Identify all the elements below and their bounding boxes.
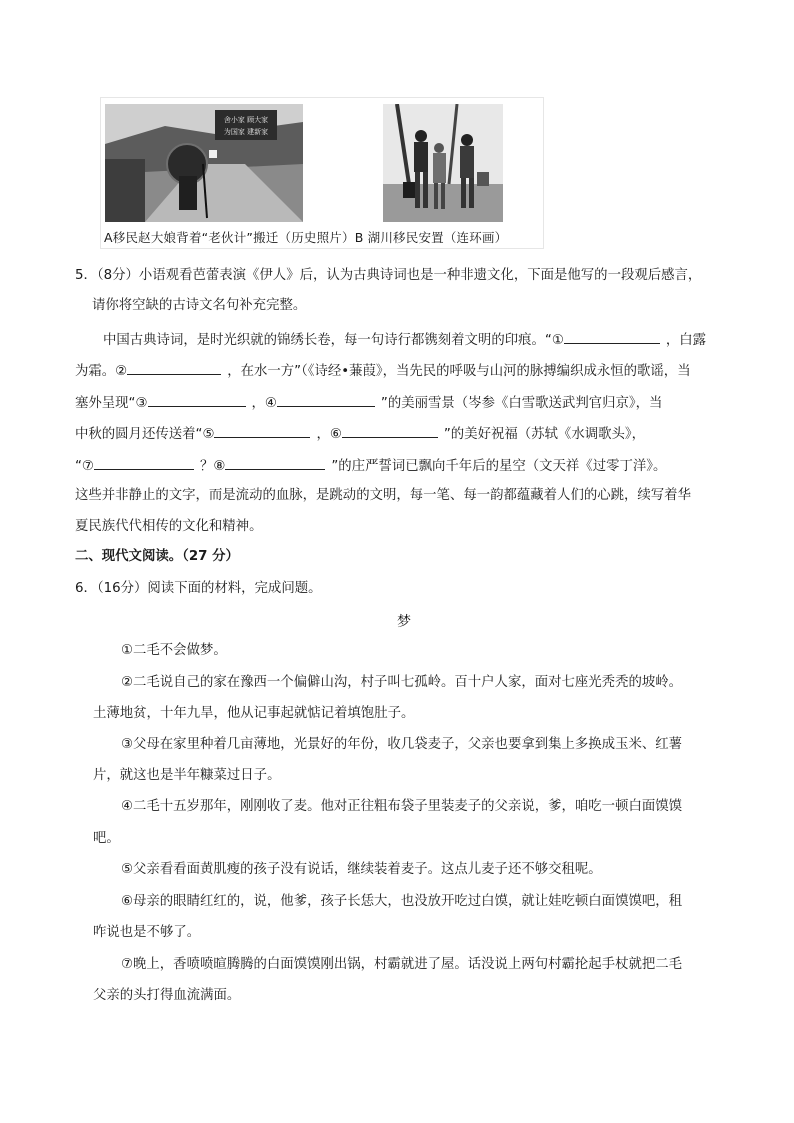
blank-6[interactable] bbox=[342, 423, 438, 438]
blank-4[interactable] bbox=[277, 392, 375, 407]
story-paragraph: ⑤父亲看看面黄肌瘦的孩子没有说话，继续装着麦子。这点儿麦子还不够交租呢。 bbox=[121, 862, 602, 877]
q5-text: ”的庄严誓词已飘向千年后的星空（文天祥《过零丁洋》。 bbox=[331, 459, 667, 474]
story-paragraph: ⑦晚上，香喷喷暄腾腾的白面馍馍刚出锅，村霸就进了屋。话没说上两句村霸抡起手杖就把二毛 bbox=[121, 957, 683, 972]
q5-stem-line2: 请你将空缺的古诗文名句补充完整。 bbox=[92, 298, 307, 313]
story-paragraph: 咋说也是不够了。 bbox=[93, 925, 201, 940]
q5-passage-line2 bbox=[75, 360, 691, 382]
q5-text: 中国古典诗词，是时光织就的锦绣长卷，每一句诗行都镌刻着文明的印痕。“① bbox=[103, 333, 564, 348]
q5-passage-line4 bbox=[75, 423, 645, 445]
q5-passage-line7: 夏民族代代相传的文化和精神。 bbox=[75, 519, 263, 534]
story-paragraph: ④二毛十五岁那年，刚刚收了麦。他对正往粗布袋子里装麦子的父亲说，爹，咱吃一顿白面馍馍 bbox=[121, 799, 683, 814]
q5-text: “⑦ bbox=[75, 459, 94, 474]
q5-text: ，⑥ bbox=[316, 427, 342, 442]
photo-b-resettlement bbox=[383, 104, 503, 222]
blank-5[interactable] bbox=[214, 423, 310, 438]
photo-a-historical bbox=[105, 104, 303, 222]
story-paragraph: 吧。 bbox=[93, 831, 120, 846]
q5-text: 塞外呈现“③ bbox=[75, 396, 148, 411]
blank-1[interactable] bbox=[564, 329, 660, 344]
q5-text: ？⑧ bbox=[199, 459, 226, 474]
q5-passage-line1 bbox=[103, 329, 706, 351]
story-paragraph: ②二毛说自己的家在豫西一个偏僻山沟，村子叫七孤岭。百十户人家，面对七座光秃秃的坡岭。 bbox=[121, 675, 683, 690]
q5-text: ，④ bbox=[251, 396, 277, 411]
sign-text-1: 舍小家 顾大家 bbox=[223, 116, 269, 124]
q5-text: ”的美好祝福（苏轼《水调歌头》， bbox=[443, 427, 645, 442]
q5-passage-line6: 这些并非静止的文字，而是流动的血脉，是跳动的文明，每一笔、每一韵都蕴藏着人们的心跳，续写着华 bbox=[75, 488, 691, 503]
q5-text: ”的美丽雪景（岑参《白雪歌送武判官归京》，当 bbox=[380, 396, 663, 411]
q5-passage-line3 bbox=[75, 392, 662, 414]
blank-2[interactable] bbox=[127, 360, 221, 375]
story-paragraph: ①二毛不会做梦。 bbox=[121, 643, 227, 658]
blank-7[interactable] bbox=[94, 455, 194, 470]
photo-caption: A移民赵大娘背着“老伙计”搬迁（历史照片）B 湖川移民安置（连环画） bbox=[104, 230, 508, 245]
q6-intro: 6．（16分）阅读下面的材料，完成问题。 bbox=[75, 581, 322, 596]
blank-3[interactable] bbox=[148, 392, 246, 407]
q5-passage-line5 bbox=[75, 455, 666, 477]
section-heading: 二、现代文阅读。（27 分） bbox=[75, 549, 239, 564]
story-title: 梦 bbox=[397, 614, 411, 630]
q5-text: ，在水一方”（《诗经•蒹葭》，当先民的呼吸与山河的脉搏编织成永恒的歌谣，当 bbox=[227, 364, 691, 379]
story-paragraph: ③父母在家里种着几亩薄地，光景好的年份，收几袋麦子，父亲也要拿到集上多换成玉米、红薯 bbox=[121, 737, 683, 752]
story-paragraph: 片，就这也是半年糠菜过日子。 bbox=[93, 768, 281, 783]
sign-text-2: 为国家 建新家 bbox=[223, 128, 269, 136]
story-paragraph: 土薄地贫，十年九旱，他从记事起就惦记着填饱肚子。 bbox=[93, 706, 415, 721]
story-paragraph: ⑥母亲的眼睛红红的，说，他爹，孩子长恁大，也没放开吃过白馍，就让娃吃顿白面馍馍吧，租 bbox=[121, 894, 683, 909]
story-paragraph: 父亲的头打得血流满面。 bbox=[93, 988, 241, 1003]
photo-panel bbox=[100, 97, 544, 249]
blank-8[interactable] bbox=[225, 455, 325, 470]
q5-stem-line1: 5．（8分）小语观看芭蕾表演《伊人》后，认为古典诗词也是一种非遗文化，下面是他写的一段观后感言， bbox=[75, 268, 702, 283]
q5-text: 中秋的圆月还传送着“⑤ bbox=[75, 427, 215, 442]
q5-text: 为霜。② bbox=[75, 364, 128, 379]
q5-text: ，白露 bbox=[665, 333, 707, 348]
